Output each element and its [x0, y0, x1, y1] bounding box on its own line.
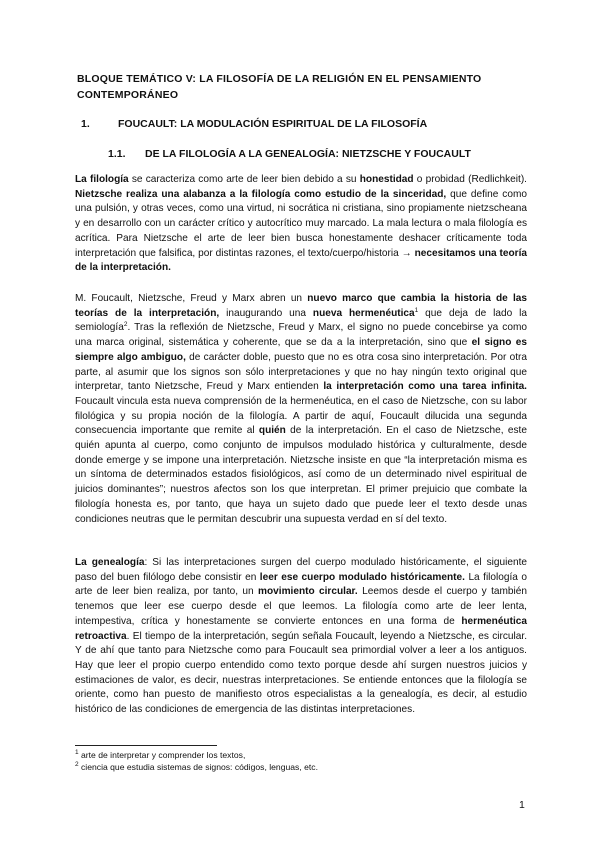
bold-run: nuevo marco que cambia la historia de las teorías de la interpretación,: [75, 293, 527, 319]
text-run: inaugurando una: [219, 307, 313, 319]
footnote-divider: [75, 745, 217, 746]
bold-run: nueva hermenéutica: [312, 307, 415, 319]
footnote-text: arte de interpretar y comprender los textos,: [78, 750, 246, 760]
paragraph-genealogia: [75, 556, 527, 718]
footnote-text: ciencia que estudia sistemas de signos: códigos, lenguas, etc.: [78, 762, 318, 772]
footnote-marker: 1: [75, 749, 79, 756]
subsection-number: 1.1.: [108, 148, 126, 160]
bold-run: hermenéutica retroactiva: [75, 615, 527, 642]
text-run: M. Foucault, Nietzsche, Freud y Marx abren un: [75, 293, 308, 304]
bold-run: Nietzsche realiza una alabanza a la filología como estudio de la sinceridad,: [75, 188, 447, 200]
paragraph-filologia: [75, 173, 527, 276]
page-number: 1: [519, 799, 525, 811]
bold-run: la interpretación como una tarea infinita.: [323, 381, 527, 393]
subsection-title: DE LA FILOLOGÍA A LA GENEALOGÍA: NIETZSCHE Y FOUCAULT: [145, 148, 471, 160]
section-heading-1: [81, 118, 427, 130]
text-run: de carácter doble, puesto que no es otra cosa sino interpretación. Por otra parte, al asumir que los signos son sólo interpretaciones y que no hay ningún texto original que interpretar, tanto Nietzsche, Freud y Marx entienden: [75, 351, 528, 393]
subsection-heading-1-1: [108, 148, 471, 160]
text-run: Leemos desde el cuerpo y también tenemos que leer ese cuerpo desde el que leemos. La filología como arte de leer lenta, intempestiva, crítica y honestamente se convierte entonces en una forma de: [75, 586, 527, 627]
bold-run: necesitamos una teoría de la interpretación.: [75, 247, 528, 274]
text-run: se caracteriza como arte de leer bien debido a su: [128, 174, 360, 185]
bold-run: el signo es siempre algo ambiguo,: [75, 337, 527, 363]
bold-run: La genealogía: [75, 557, 145, 568]
text-run: : Si las interpretaciones surgen del cuerpo modulado históricamente, el siguiente paso del buen filólogo debe consistir en: [75, 557, 527, 583]
bold-run: quién: [258, 425, 286, 437]
footnote-2: [75, 762, 318, 773]
block-title: BLOQUE TEMÁTICO V: LA FILOSOFÍA DE LA RELIGIÓN EN EL PENSAMIENTO CONTEMPORÁNEO: [77, 73, 482, 101]
footnote-marker: 2: [75, 761, 79, 768]
footnote-ref: 2: [123, 321, 128, 329]
text-run: La filología o arte de leer bien realiza, por tanto, un: [75, 571, 528, 598]
text-run: . El tiempo de la interpretación, según señala Foucault, leyendo a Nietzsche, es circular. Y de ahí que tanto para Nietzsche como para Foucault sea primordial volver a leer a los antiguos. Hay que leer el propio cuerpo entendido como texto porque desde ahí surgen nuestros juicios y estimaciones de valor, es decir, nuestras interpretaciones. Se entiende entonces que la filología se oriente, como han puesto de manifiesto otros especialistas a la genealogía, es decir, al estudio histórico de las condiciones de emergencia de las distintas interpretaciones.: [75, 630, 527, 716]
text-run: de la interpretación. En el caso de Nietzsche, este quién apunta al cuerpo, como conjunto de impulsos modulado histórica y culturalmente, desde donde emerge y se impone una interpretación. Nietzsche insiste en que “la interpretación misma es un síntoma de determinados estados fisiológicos, así como de un determinado nivel espiritual de juicios dominantes”; nuestros afectos son los que interpretan. El primer prejuicio que combate la filología honesta es, por tanto, que haya un sujeto dado que puede leer el texto desde unas condiciones neutras que le permitan descubrir una supuesta verdad en sí del texto.: [75, 425, 527, 525]
text-run: Foucault vincula esta nueva comprensión de la hermenéutica, en el caso de Nietzsche, con su labor filológica y su propia noción de la filología. A partir de aquí, Foucault dilucida una segunda consecuencia importante que remite al: [75, 395, 527, 437]
footnote-1: [75, 750, 245, 761]
bold-run: movimiento circular.: [258, 586, 358, 598]
section-number: 1.: [81, 118, 90, 130]
text-run: que define como una pulsión, y otras veces, como una virtud, ni socrática ni cristiana, sino propiamente nietzscheana y en desarrollo con un carácter crítico y autocrítico muy marcado. La mala lectura o mala filología es acrítica. Para Nietzsche el arte de leer bien busca honestamente deshacer críticamente toda interpretación que falsifica, por distintas razones, el texto/cuerpo/historia →: [75, 188, 527, 259]
text-run: . Tras la reflexión de Nietzsche, Freud y Marx, el signo no puede concebirse ya como una marca original, sistemática y coherente, que se da a la interpretación, sino que: [75, 322, 527, 349]
section-title: FOUCAULT: LA MODULACIÓN ESPIRITUAL DE LA FILOSOFÍA: [118, 118, 428, 130]
bold-run: leer ese cuerpo modulado históricamente.: [259, 571, 465, 583]
paragraph-foucault: [75, 292, 527, 527]
bold-run: honestidad: [359, 174, 414, 185]
footnote-ref: 1: [414, 306, 419, 314]
text-run: que deja de lado la semiología: [75, 307, 527, 334]
text-run: o probidad (Redlichkeit).: [413, 174, 527, 185]
bold-run: La filología: [75, 174, 129, 185]
